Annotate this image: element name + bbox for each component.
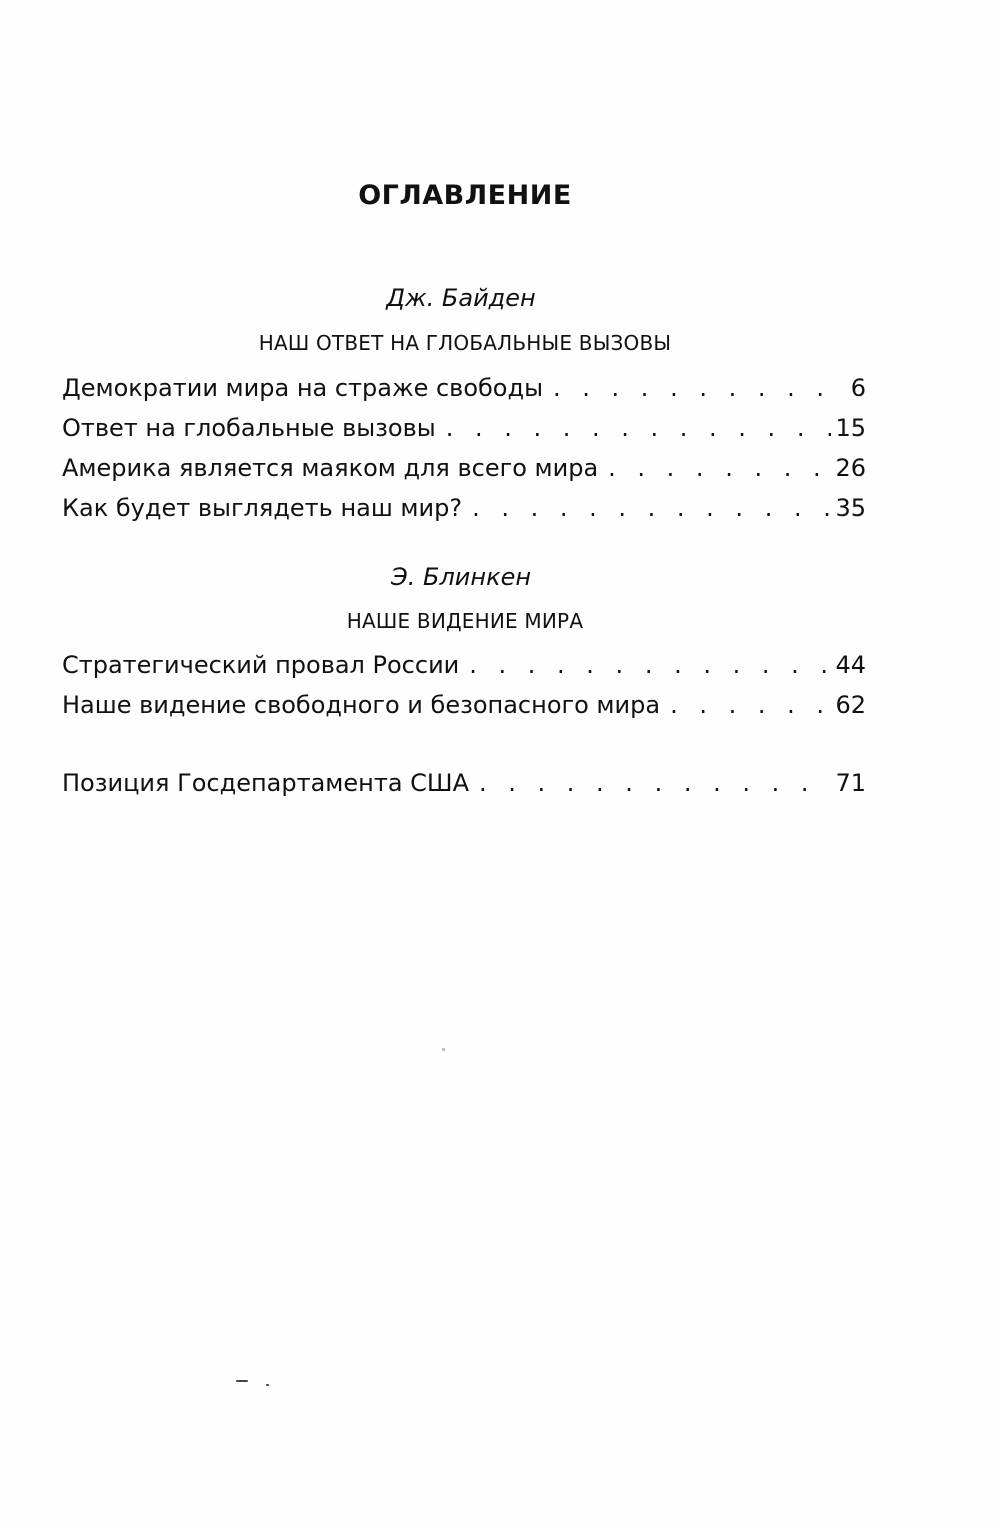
toc-entry[interactable] [62,414,866,454]
dot-leader [479,769,831,797]
part-1-author: Дж. Байден [386,284,536,312]
part-1-entries [62,374,866,534]
toc-entry[interactable] [62,691,866,731]
toc-entry-label: Ответ на глобальные вызовы [62,414,436,442]
final-entries [62,769,866,809]
toc-entry-label: Наше видение свободного и безопасного мира [62,691,661,719]
toc-entry-page: 26 [835,454,866,482]
dot-leader [553,374,847,402]
toc-entry-page: 62 [835,691,866,719]
dot-leader [608,454,831,482]
toc-entry-label: Стратегический провал России [62,651,460,679]
toc-entry-page: 71 [835,769,866,797]
part-1-section-title: НАШ ОТВЕТ НА ГЛОБАЛЬНЫЕ ВЫЗОВЫ [258,331,672,355]
toc-entry-page: 15 [835,414,866,442]
toc-entry-label: Демократии мира на страже свободы [62,374,544,402]
toc-entry-page: 44 [835,651,866,679]
scan-speck [266,1384,269,1386]
toc-entry[interactable] [62,374,866,414]
toc-entry-label: Америка является маяком для всего мира [62,454,599,482]
toc-entry-label: Как будет выглядеть наш мир? [62,494,463,522]
part-2-entries [62,651,866,731]
scan-speck [236,1380,248,1382]
toc-entry[interactable] [62,769,866,809]
scan-speck [442,1048,445,1051]
dot-leader [469,651,831,679]
toc-entry[interactable] [62,651,866,691]
dot-leader [670,691,831,719]
toc-entry[interactable] [62,454,866,494]
dot-leader [472,494,831,522]
toc-entry-page: 35 [835,494,866,522]
toc-title: ОГЛАВЛЕНИЕ [358,180,572,211]
part-2-section-title: НАШЕ ВИДЕНИЕ МИРА [346,609,584,633]
toc-entry[interactable] [62,494,866,534]
toc-entry-page: 6 [850,374,866,402]
toc-entry-label: Позиция Госдепартамента США [62,769,470,797]
part-2-author: Э. Блинкен [390,563,532,591]
dot-leader [446,414,832,442]
